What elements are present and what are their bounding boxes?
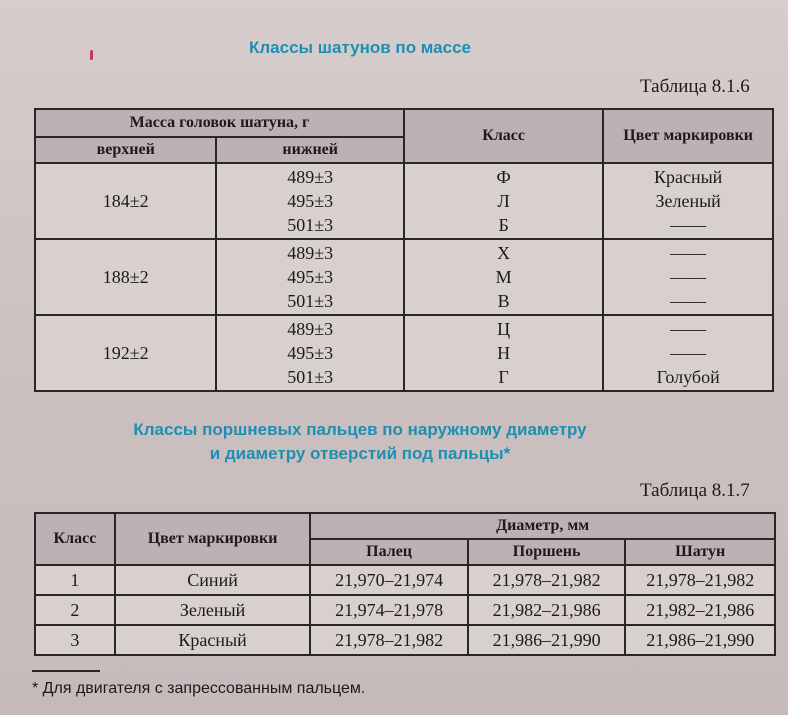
lower-mass: 495±3 (287, 343, 334, 363)
color-mark: —— (670, 215, 707, 235)
upper-mass: 184±2 (35, 163, 216, 239)
lower-mass: 489±3 (287, 243, 334, 263)
footnote-rule (32, 670, 100, 672)
header-class: Класс (404, 109, 603, 163)
color-cell: Зеленый (115, 595, 310, 625)
class-letter: Ф (496, 167, 511, 187)
lower-mass-list (216, 163, 403, 239)
footnote: * Для двигателя с запрессованным пальцем. (32, 680, 366, 697)
color-mark: —— (670, 291, 707, 311)
color-mark: —— (670, 319, 707, 339)
header-piston: Поршень (468, 539, 626, 565)
pin-cell: 21,978–21,982 (310, 625, 468, 655)
lower-mass: 501±3 (287, 291, 334, 311)
class-list (404, 239, 603, 315)
header-color: Цвет маркировки (603, 109, 773, 163)
color-mark: Красный (653, 167, 723, 187)
lower-mass: 489±3 (287, 167, 334, 187)
group-row (35, 239, 773, 315)
color-mark: —— (670, 267, 707, 287)
class-list (404, 163, 603, 239)
class-letter: Б (498, 215, 509, 235)
lower-mass: 501±3 (287, 367, 334, 387)
class-letter: Х (497, 243, 511, 263)
header-rod: Шатун (625, 539, 775, 565)
table-1-number: Таблица 8.1.6 (640, 76, 750, 97)
lower-mass: 495±3 (287, 191, 334, 211)
class-letter: Н (497, 343, 511, 363)
color-list (603, 163, 773, 239)
table-2-number: Таблица 8.1.7 (640, 480, 750, 501)
header-class: Класс (35, 513, 115, 565)
table-row (35, 595, 775, 625)
class-cell: 1 (35, 565, 115, 595)
table-row (35, 625, 775, 655)
header-color: Цвет маркировки (115, 513, 310, 565)
color-mark: Зеленый (655, 191, 721, 211)
color-mark: —— (670, 343, 707, 363)
color-mark: —— (670, 243, 707, 263)
group-row (35, 163, 773, 239)
rod-cell: 21,982–21,986 (625, 595, 775, 625)
lower-mass-list (216, 315, 403, 391)
color-mark: Голубой (656, 367, 720, 387)
table-row (35, 565, 775, 595)
group-row (35, 315, 773, 391)
lower-mass: 495±3 (287, 267, 334, 287)
lower-mass: 501±3 (287, 215, 334, 235)
lower-mass: 489±3 (287, 319, 334, 339)
table-conrod-mass (34, 108, 774, 392)
piston-cell: 21,982–21,986 (468, 595, 626, 625)
rod-cell: 21,978–21,982 (625, 565, 775, 595)
class-letter: М (495, 267, 512, 287)
rod-cell: 21,986–21,990 (625, 625, 775, 655)
header-pin: Палец (310, 539, 468, 565)
upper-mass: 188±2 (35, 239, 216, 315)
color-list (603, 315, 773, 391)
pin-cell: 21,974–21,978 (310, 595, 468, 625)
upper-mass: 192±2 (35, 315, 216, 391)
table-1-title: Классы шатунов по массе (249, 38, 471, 57)
class-cell: 3 (35, 625, 115, 655)
piston-cell: 21,986–21,990 (468, 625, 626, 655)
header-mass: Масса головок шатуна, г (35, 109, 404, 137)
piston-cell: 21,978–21,982 (468, 565, 626, 595)
pin-cell: 21,970–21,974 (310, 565, 468, 595)
class-letter: В (497, 291, 510, 311)
class-cell: 2 (35, 595, 115, 625)
class-letter: Г (498, 367, 509, 387)
class-list (404, 315, 603, 391)
header-lower: нижней (216, 137, 403, 163)
table-2-title-line-2: и диаметру отверстий под пальцы* (209, 444, 511, 463)
header-upper: верхней (35, 137, 216, 163)
color-cell: Красный (115, 625, 310, 655)
color-list (603, 239, 773, 315)
class-letter: Л (497, 191, 510, 211)
lower-mass-list (216, 239, 403, 315)
table-2-title-line-1: Классы поршневых пальцев по наружному диаметру (133, 420, 587, 439)
class-letter: Ц (497, 319, 511, 339)
header-diameter: Диаметр, мм (310, 513, 775, 539)
color-cell: Синий (115, 565, 310, 595)
table-pin-classes (34, 512, 776, 656)
